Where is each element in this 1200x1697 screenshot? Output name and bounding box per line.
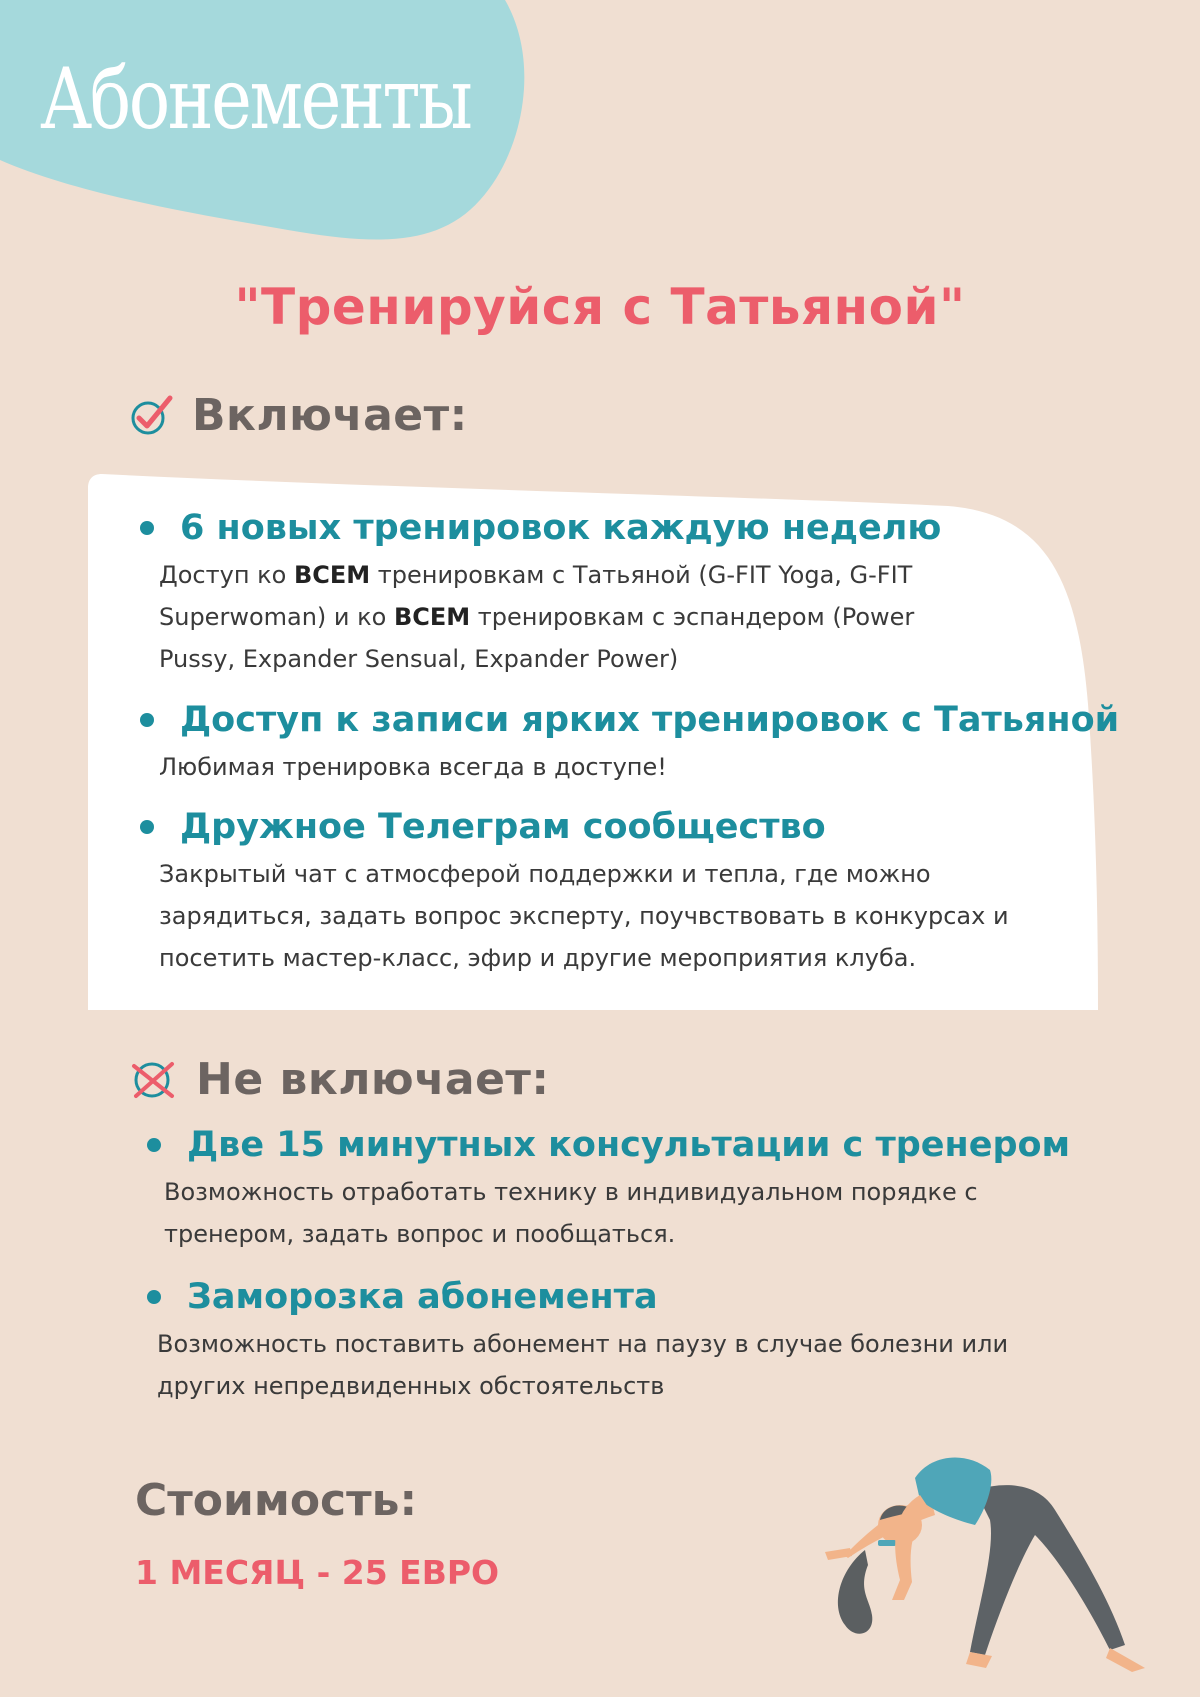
- bullet-dot: [140, 820, 154, 834]
- excludes-heading: [130, 1054, 550, 1105]
- item-title: Две 15 минутных консультации с тренером: [187, 1125, 1071, 1165]
- page-title: Абонементы: [40, 50, 471, 148]
- include-item-telegram: [140, 807, 1080, 979]
- item-description: Доступ ко ВСЕМ тренировкам с Татьяной (G-FIT Yoga, G-FIT Superwoman) и ко ВСЕМ тренировкам с эспандером (Power Pussy, Expander Sensual, Expander Power): [159, 561, 915, 673]
- bullet-dot: [140, 521, 154, 535]
- item-description: Закрытый чат с атмосферой поддержки и тепла, где можно зарядиться, задать вопрос эксперту, поучвствовать в конкурсах и посетить мастер-класс, эфир и другие мероприятия клуба.: [159, 860, 1009, 972]
- price-heading: Стоимость:: [135, 1475, 418, 1526]
- excludes-heading-text: Не включает:: [196, 1054, 550, 1105]
- item-description: Возможность отработать технику в индивидуальном порядке с тренером, задать вопрос и пообщаться.: [164, 1178, 978, 1248]
- program-subtitle: "Тренируйся с Татьяной": [234, 278, 966, 336]
- item-title: Дружное Телеграм сообщество: [180, 807, 826, 847]
- item-title: Заморозка абонемента: [187, 1277, 658, 1317]
- cross-circle-icon: [130, 1058, 178, 1102]
- yoga-woman-illustration: [780, 1440, 1200, 1697]
- include-item-weekly-workouts: [140, 508, 1080, 680]
- bullet-dot: [147, 1290, 161, 1304]
- item-description: Любимая тренировка всегда в доступе!: [159, 753, 667, 781]
- exclude-item-consultations: [147, 1125, 1071, 1255]
- item-title: 6 новых тренировок каждую неделю: [180, 508, 942, 548]
- exclude-item-freeze: [147, 1277, 1067, 1407]
- item-description: Возможность поставить абонемент на паузу в случае болезни или других непредвиденных обстоятельств: [157, 1330, 1009, 1400]
- price-value: 1 МЕСЯЦ - 25 ЕВРО: [135, 1553, 500, 1592]
- include-item-recordings: [140, 700, 1120, 788]
- includes-heading: [130, 390, 468, 441]
- item-title: Доступ к записи ярких тренировок с Татьяной: [180, 700, 1120, 740]
- check-circle-icon: [130, 394, 174, 438]
- includes-heading-text: Включает:: [192, 390, 468, 441]
- bullet-dot: [140, 713, 154, 727]
- bullet-dot: [147, 1138, 161, 1152]
